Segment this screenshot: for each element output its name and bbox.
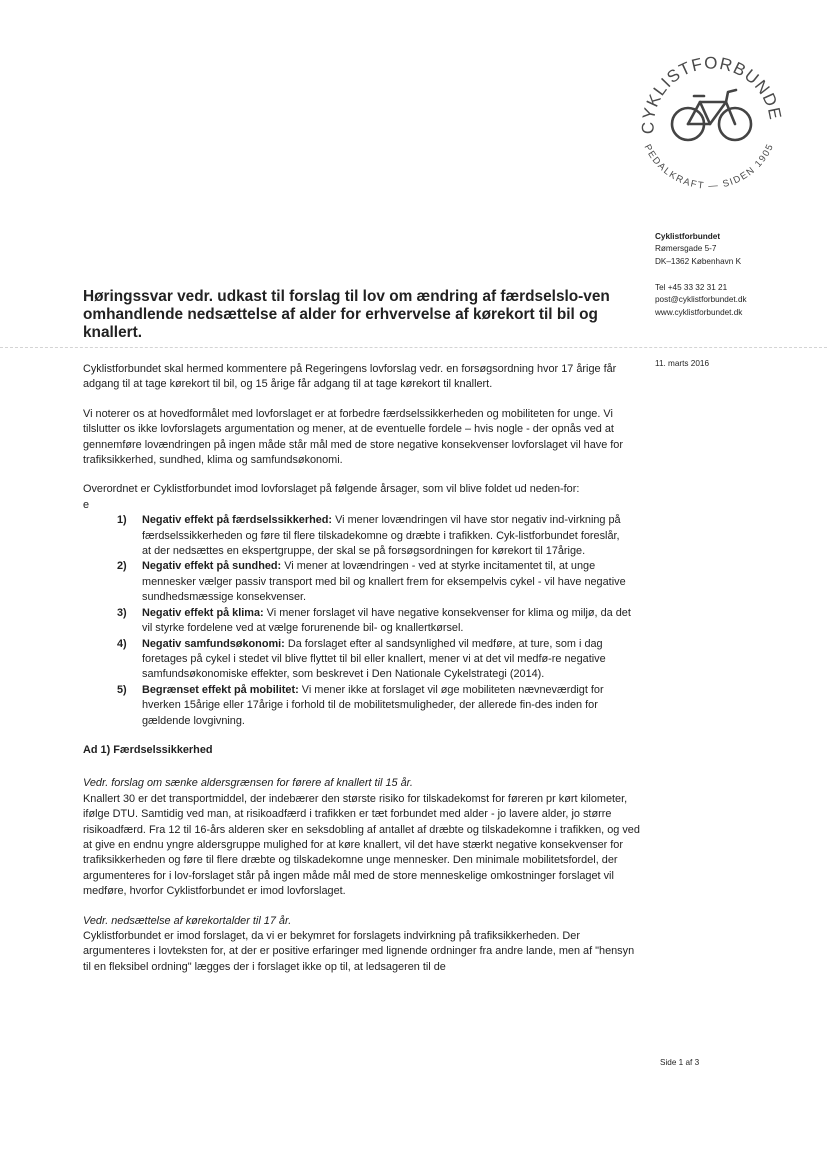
list-item bbox=[83, 559, 643, 605]
subsection-1-title: Vedr. forslag om sænke aldersgrænsen for førere af knallert til 15 år. bbox=[83, 777, 413, 790]
paragraph-2: Vi noterer os at hovedformålet med lovforslaget er at forbedre færdselssikkerheden og mobiliteten for unge. Vi tilslutter os ikke lovforslagets argumentation og mener, at de eventuelle fordele – hvis nogle - der opnås ved at gennemføre lovændringen på ingen måde står mål med de store negative konsekvenser lovforslaget vil have for trafiksikkerhed, sundhed, klima og samfundsøkonomi. bbox=[83, 407, 623, 467]
intro-paragraph: Cyklistforbundet skal hermed kommentere på Regeringens lovforslag vedr. en forsøgsordning hvor 17 årige får adgang til at tage kørekort til bil, og 15 årige får adgang til at tage kørekort til knallert. bbox=[83, 363, 617, 391]
logo-name-text: CYKLISTFORBUNDE bbox=[638, 53, 786, 135]
sender-web[interactable]: www.cyklistforbundet.dk bbox=[655, 307, 743, 317]
stray-character: e bbox=[83, 498, 90, 511]
section-heading: Ad 1) Færdselssikkerhed bbox=[83, 743, 213, 756]
document-title: Høringssvar vedr. udkast til forslag til lov om ændring af færdselslo-ven omhandlende nedsættelse af alder for erhvervelse af kørekort til bil og knallert. bbox=[83, 288, 610, 341]
page-number: Side 1 af 3 bbox=[660, 1058, 700, 1067]
subsection-2-title: Vedr. nedsættelse af kørekortalder til 17 år. bbox=[83, 914, 292, 927]
list-item-number: 1) bbox=[117, 514, 127, 527]
list-item-text: Vi mener ikke at forslaget vil øge mobiliteten nævneværdigt for hverken 15årige eller 17årige i forhold til de mobilitetsmuligheder, der allerede fin-des inden for gældende lovgivning. bbox=[142, 683, 604, 727]
sender-phone: Tel +45 33 32 31 21 bbox=[655, 283, 728, 292]
list-item bbox=[83, 513, 643, 559]
document-date: 11. marts 2016 bbox=[655, 359, 710, 368]
sender-city: DK–1362 København K bbox=[655, 256, 742, 266]
list-item bbox=[83, 683, 643, 729]
reasons-list bbox=[83, 513, 643, 729]
list-item-term: Negativ effekt på klima: bbox=[142, 606, 264, 619]
svg-text:PEDALKRAFT — SIDEN 1905 bbox=[642, 142, 777, 192]
sender-address bbox=[655, 231, 741, 268]
subsection-2-text: Cyklistforbundet er imod forslaget, da vi er bekymret for forslagets indvirkning på trafiksikkerheden. Der argumenteres i lovteksten for, at der er positive erfaringer med lignende ordninger fra andre lande, men af "hensyn til en fleksibel ordning" lægges der i forslaget ikke op til, at ledsageren til de bbox=[83, 930, 635, 973]
sender-email[interactable]: post@cyklistforbundet.dk bbox=[655, 295, 747, 305]
sender-org: Cyklistforbundet bbox=[655, 232, 721, 241]
list-item-term: Begrænset effekt på mobilitet: bbox=[142, 683, 299, 696]
paragraph-3: Overordnet er Cyklistforbundet imod lovforslaget på følgende årsager, som vil blive foldet ud neden-for: bbox=[83, 483, 580, 496]
sender-contact bbox=[655, 282, 747, 319]
header-divider bbox=[0, 347, 827, 348]
bicycle-icon bbox=[672, 90, 751, 140]
list-item-number: 5) bbox=[117, 683, 127, 696]
list-item bbox=[83, 606, 643, 637]
list-item bbox=[83, 637, 643, 683]
list-item-text: Vi mener forslaget vil have negative konsekvenser for klima og miljø, da det vil styrke fordelene ved at vælge forurenende bil- og knallertkørsel. bbox=[142, 606, 631, 635]
list-item-term: Negativ effekt på færdselssikkerhed: bbox=[142, 514, 333, 527]
list-item-text: Vi mener lovændringen vil have stor negativ ind-virkning på færdselssikkerheden og føre til flere tilskadekomne og dræbte i trafikken. Cyk-listforbundet foreslår, at der nedsættes en ekspertgruppe, der skal se på forsøgsordningen for kørekort til 17årige. bbox=[142, 514, 621, 558]
list-item-term: Negativ effekt på sundhed: bbox=[142, 560, 282, 573]
cyklistforbundet-logo bbox=[628, 42, 788, 202]
svg-text:CYKLISTFORBUNDET bbox=[628, 42, 785, 134]
sender-street: Rømersgade 5-7 bbox=[655, 244, 717, 254]
list-item-number: 2) bbox=[117, 560, 127, 573]
subsection-1-text: Knallert 30 er det transportmiddel, der indebærer den største risiko for tilskadekomst for føreren pr kørt kilometer, ifølge DTU. Samtidig ved man, at risikoadfærd i trafikken er tæt forbundet med alder - jo lavere alder, jo større risikoadfærd. Fra 12 til 16-års alderen sker en seksdobling af antallet af dræbte og tilskadekomne i trafikken, og ved at give en endnu yngre aldersgruppe mulighed for at køre knallert, vil det have stærkt negative konsekvenser for trafiksikkerheden og føre til flere dræbte og tilskadekomne unge mennesker. Den minimale mobilitetsfordel, der argumenteres for i lov-forslaget står på ingen måde mål med de store menneskelige omkostninger forslaget vil medføre, hvorfor Cyklistforbundet er imod lovforslaget. bbox=[83, 792, 640, 898]
document-body bbox=[83, 362, 643, 975]
list-item-number: 3) bbox=[117, 606, 127, 619]
logo-tagline-text: PEDALKRAFT — SIDEN 1905 bbox=[641, 141, 777, 192]
list-item-text: Vi mener at lovændringen - ved at styrke incitamentet til, at unge mennesker vælger passiv transport med bil og knallert frem for eksempelvis cykel - vil have negative sundhedsmæssige konsekvenser. bbox=[142, 560, 626, 604]
list-item-term: Negativ samfundsøkonomi: bbox=[142, 637, 285, 650]
list-item-number: 4) bbox=[117, 637, 127, 650]
list-item-text: Da forslaget efter al sandsynlighed vil medføre, at ture, som i dag foretages på cykel i stedet vil blive flyttet til bil eller knallert, mener vi at det vil medfø-re negative samfundsøkonomiske effekter, som beskrevet i Den Nationale Cykelstrategi (2014). bbox=[142, 637, 606, 681]
